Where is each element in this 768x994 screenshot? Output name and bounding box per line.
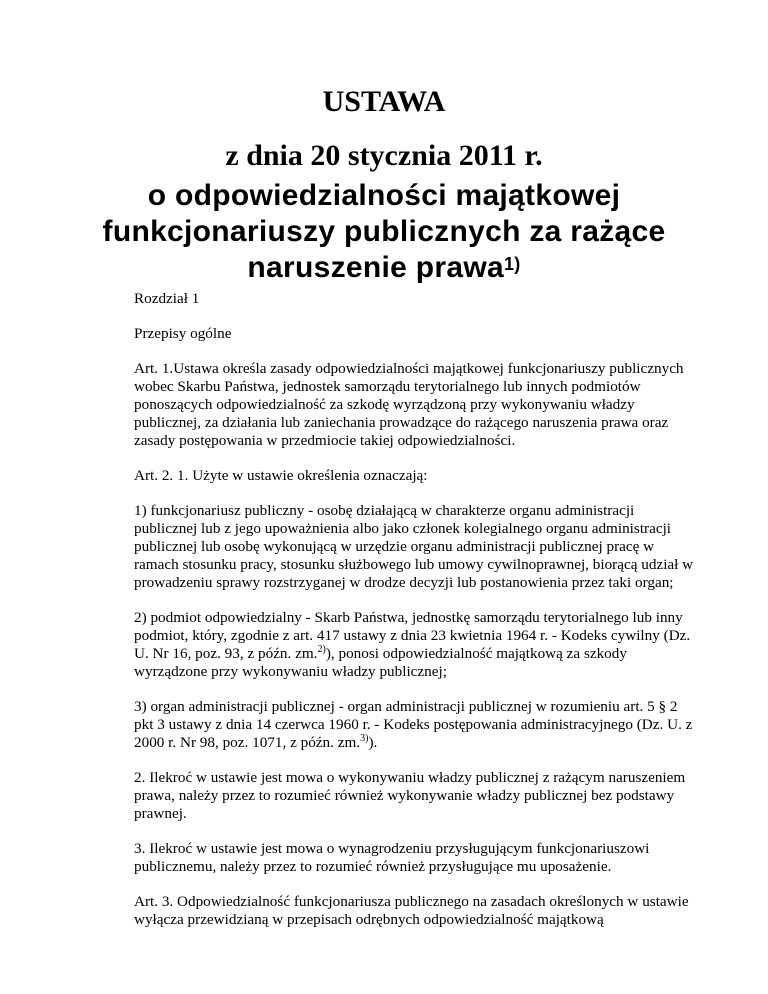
act-subject-line-1: o odpowiedzialności majątkowej: [147, 179, 621, 212]
act-subject-line-3: naruszenie prawa: [247, 251, 504, 284]
definition-3: [134, 698, 694, 752]
article-2-paragraph-2: 2. Ilekroć w ustawie jest mowa o wykonywaniu władzy publicznej z rażącym naruszeniem prawa, należy przez to rozumieć również wykonywanie władzy publicznej bez podstawy prawnej.: [134, 769, 686, 822]
article-3: Art. 3. Odpowiedzialność funkcjonariusza publicznego na zasadach określonych w ustawie wyłącza przewidzianą w przepisach odrębnych odpowiedzialność majątkową: [134, 893, 689, 928]
chapter-label: Rozdział 1: [134, 290, 200, 307]
act-subject: [0, 178, 768, 286]
definition-3-text: 3) organ administracji publicznej - organ administracji publicznej w rozumieniu art. 5 § 2 pkt 3 ustawy z dnia 14 czerwca 1960 r. - Kodeks postępowania administracyjnego (Dz. U. z 2000 r. Nr 98, poz. 1071, z późn. zm.: [134, 698, 693, 751]
document-body: [134, 290, 694, 946]
definition-2-text: 2) podmiot odpowiedzialny - Skarb Państwa, jednostkę samorządu terytorialnego lub inny podmiot, który, zgodnie z art. 417 ustawy z dnia 23 kwietnia 1964 r. - Kodeks cywilny (Dz. U. Nr 16, poz. 93, z późn. zm.: [134, 609, 691, 662]
footnote-ref-1: 1): [503, 254, 521, 274]
article-2-paragraph-3: 3. Ilekroć w ustawie jest mowa o wynagrodzeniu przysługującym funkcjonariuszowi publicznemu, należy przez to rozumieć również przysługujące mu uposażenie.: [134, 840, 650, 875]
definition-3-text-end: ).: [368, 734, 378, 751]
definition-2-text-end: ), ponosi odpowiedzialność majątkową za szkody wyrządzone przy wykonywaniu władzy publicznej;: [134, 645, 627, 680]
act-subject-line-2: funkcjonariuszy publicznych za rażące: [102, 215, 666, 248]
footnote-ref-2: 2): [317, 643, 326, 655]
act-title: USTAWA: [322, 85, 446, 118]
act-date: z dnia 20 stycznia 2011 r.: [225, 139, 543, 172]
article-1: Art. 1.Ustawa określa zasady odpowiedzialności majątkowej funkcjonariuszy publicznych wobec Skarbu Państwa, jednostek samorządu terytorialnego lub innych podmiotów ponoszących odpowiedzialność za szkodę wyrządzoną przy wykonywaniu władzy publicznej, za działania lub zaniechania prowadzące do rażącego naruszenia prawa oraz zasady postępowania w przedmiocie takiej odpowiedzialności.: [134, 360, 684, 449]
chapter-name: Przepisy ogólne: [134, 325, 232, 342]
definition-2: [134, 609, 694, 681]
article-2-intro: Art. 2. 1. Użyte w ustawie określenia oznaczają:: [134, 467, 428, 484]
definition-1: 1) funkcjonariusz publiczny - osobę działającą w charakterze organu administracji publicznej lub z jego upoważnienia albo jako członek kolegialnego organu administracji publicznej lub osobę wykonującą w urzędzie organu administracji publicznej pracę w ramach stosunku pracy, stosunku służbowego lub umowy cywilnoprawnej, biorącą udział w prowadzeniu sprawy rozstrzyganej w drodze decyzji lub postanowienia przez taki organ;: [134, 502, 694, 591]
footnote-ref-3: 3): [360, 732, 369, 744]
